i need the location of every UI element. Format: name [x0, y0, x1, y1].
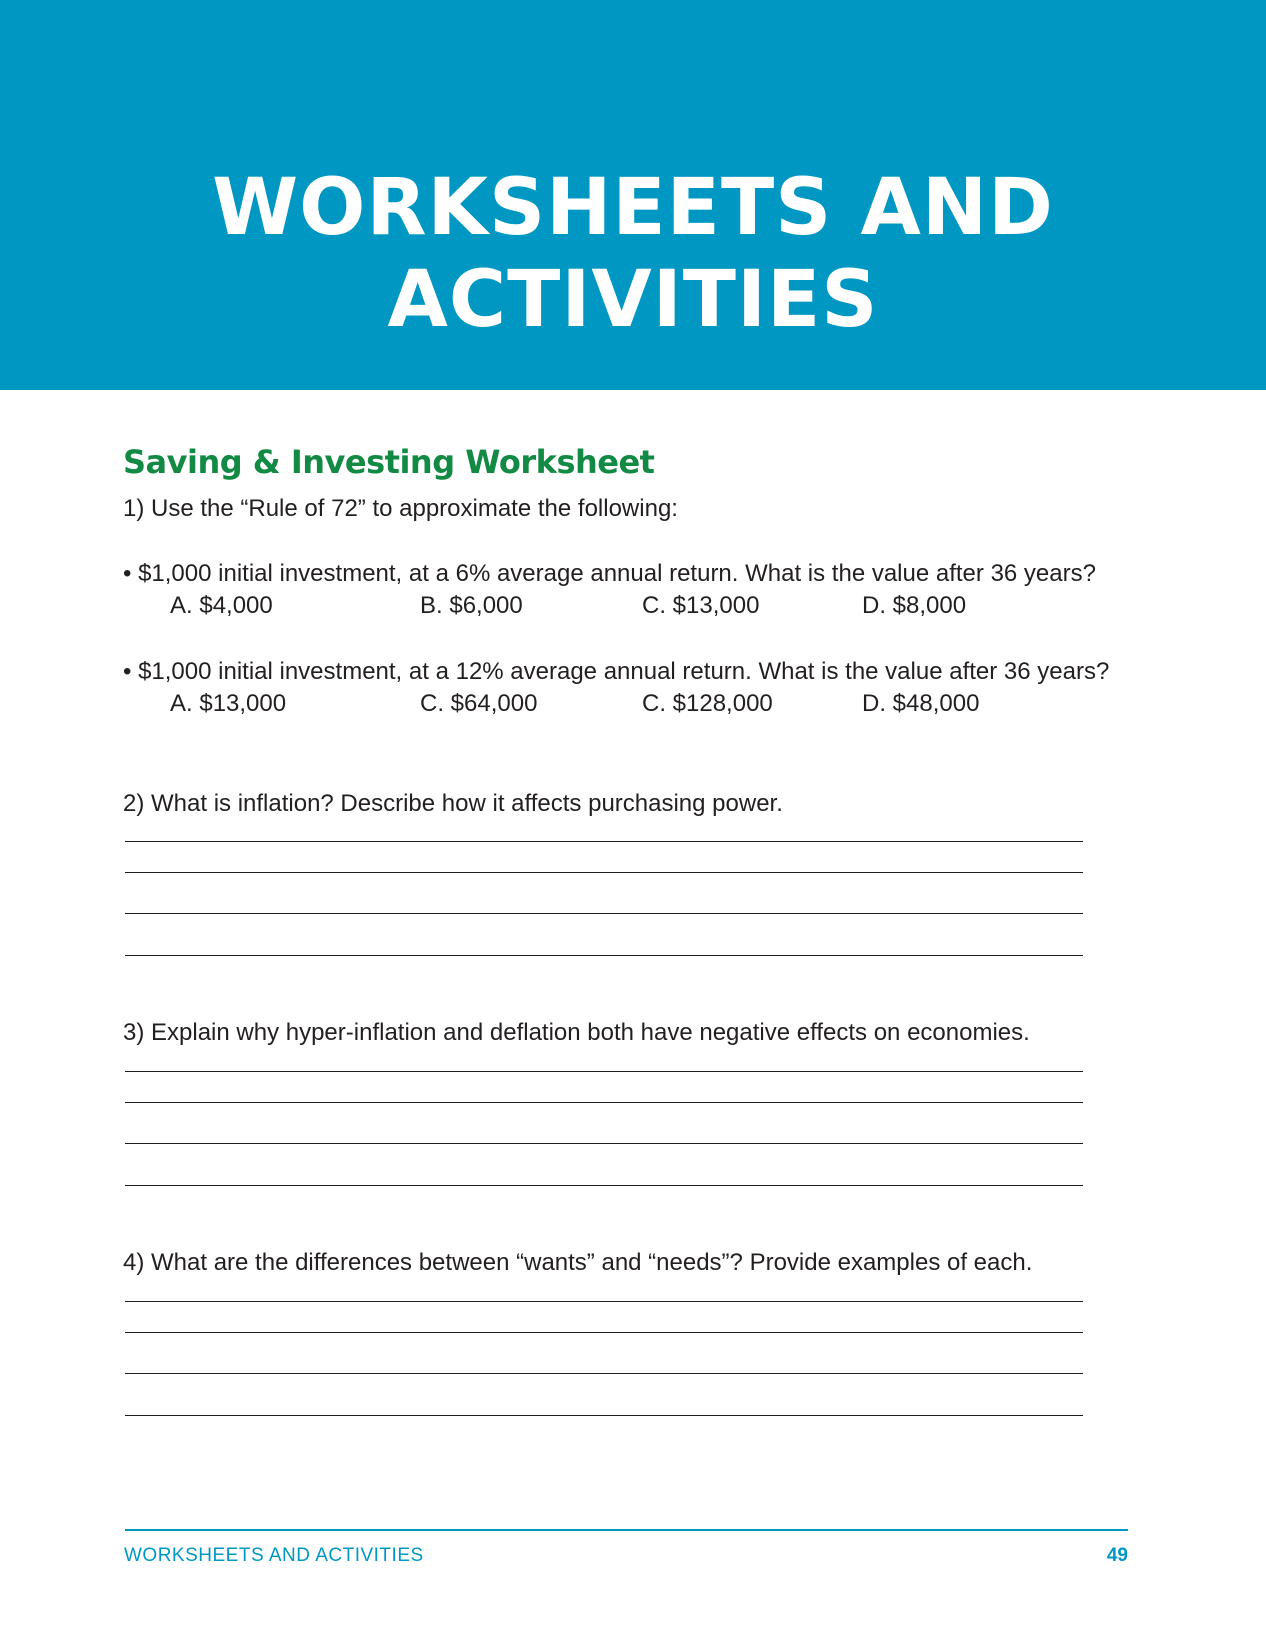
answer-line[interactable]: [125, 1415, 1083, 1416]
footer-label: WORKSHEETS AND ACTIVITIES: [124, 1545, 424, 1566]
question-1a-option-b: B. $6,000: [420, 592, 523, 619]
answer-line[interactable]: [125, 1373, 1083, 1374]
section-title: Saving & Investing Worksheet: [123, 443, 655, 481]
question-1a-option-c: C. $13,000: [642, 592, 760, 619]
footer-divider: [125, 1529, 1128, 1531]
page-number: 49: [1106, 1545, 1128, 1566]
question-1a-text: • $1,000 initial investment, at a 6% average annual return. What is the value after 36 years?: [123, 560, 1096, 587]
answer-line[interactable]: [125, 1332, 1083, 1333]
answer-line[interactable]: [125, 1185, 1083, 1186]
page-title-line-2: ACTIVITIES: [387, 255, 879, 345]
header-banner: [0, 0, 1266, 390]
question-3-text: 3) Explain why hyper-inflation and deflation both have negative effects on economies.: [123, 1019, 1030, 1046]
page-title: [0, 162, 1266, 346]
question-1b-option-a: A. $13,000: [170, 690, 287, 717]
question-1b-option-c: C. $128,000: [642, 690, 773, 717]
answer-line[interactable]: [125, 1301, 1083, 1302]
answer-line[interactable]: [125, 1143, 1083, 1144]
answer-line[interactable]: [125, 872, 1083, 873]
question-1b-option-d: D. $48,000: [862, 690, 980, 717]
question-1b-option-b: C. $64,000: [420, 690, 538, 717]
question-4-text: 4) What are the differences between “wants” and “needs”? Provide examples of each.: [123, 1249, 1033, 1276]
question-1a-option-d: D. $8,000: [862, 592, 967, 619]
answer-line[interactable]: [125, 1071, 1083, 1072]
question-1-prompt: 1) Use the “Rule of 72” to approximate the following:: [123, 495, 678, 522]
answer-line[interactable]: [125, 913, 1083, 914]
question-1b-text: • $1,000 initial investment, at a 12% average annual return. What is the value after 36 years?: [123, 658, 1110, 685]
page-title-line-1: WORKSHEETS AND: [212, 163, 1054, 253]
answer-line[interactable]: [125, 955, 1083, 956]
answer-line[interactable]: [125, 1102, 1083, 1103]
question-1a-option-a: A. $4,000: [170, 592, 273, 619]
answer-line[interactable]: [125, 841, 1083, 842]
question-2-text: 2) What is inflation? Describe how it affects purchasing power.: [123, 790, 783, 817]
